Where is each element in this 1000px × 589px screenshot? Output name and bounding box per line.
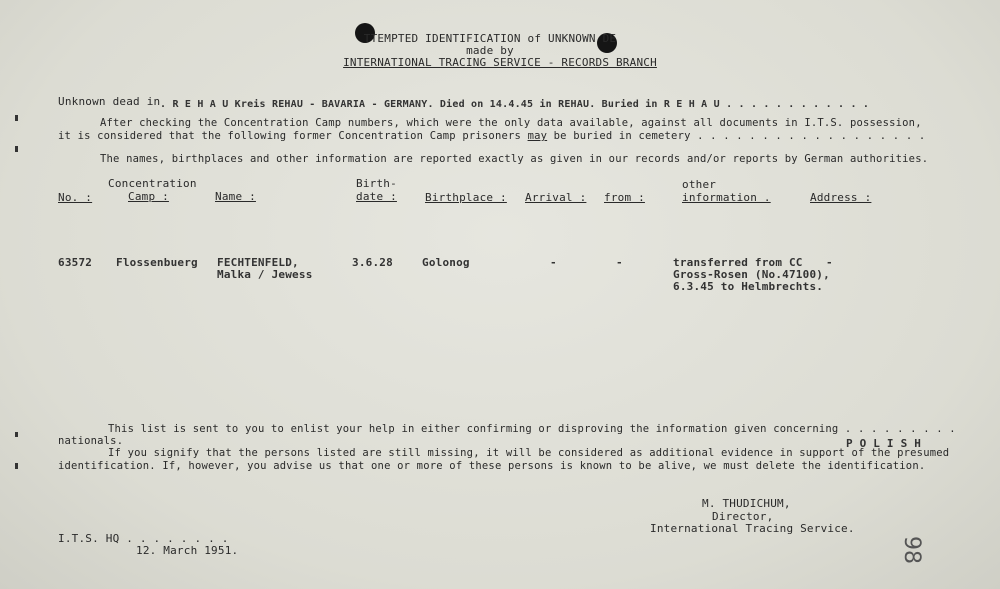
- cell-arrival: -: [550, 256, 557, 269]
- header-title: TTEMPTED IDENTIFICATION of UNKNOWN DE: [363, 32, 617, 45]
- closing-line-1: This list is sent to you to enlist your help in either confirming or disproving the information given concerning . . . . . . . . .: [108, 423, 956, 435]
- unknown-dead-location: . R E H A U Kreis REHAU - BAVARIA - GERMANY. Died on 14.4.45 in REHAU. Buried in R E H A U . . . . . . . . . . . .: [160, 99, 870, 110]
- col-header-other: information .: [682, 191, 771, 204]
- intro-line-1: After checking the Concentration Camp numbers, which were the only data available, against all documents in I.T.S. possession,: [100, 117, 922, 129]
- page-number: 98: [899, 536, 924, 564]
- margin-mark: [15, 115, 18, 121]
- intro-line-2: [58, 130, 925, 143]
- col-header-birthplace: Birthplace :: [425, 191, 507, 204]
- margin-mark: [15, 146, 18, 152]
- signatory-organization: International Tracing Service.: [650, 522, 855, 535]
- document-date: 12. March 1951.: [136, 544, 239, 557]
- header-made-by: made by: [466, 44, 514, 57]
- signatory-title: Director,: [712, 510, 774, 523]
- cell-birthdate: 3.6.28: [352, 256, 393, 269]
- cell-other-line3: 6.3.45 to Helmbrechts.: [673, 280, 824, 293]
- cell-other-line2: Gross-Rosen (No.47100),: [673, 268, 830, 281]
- intro-line-2-b: be buried in cemetery . . . . . . . . . . . . . . . . . .: [547, 130, 926, 142]
- cell-address: -: [826, 256, 833, 269]
- nationality: P O L I S H: [846, 437, 922, 450]
- col-header-address: Address :: [810, 191, 872, 204]
- col-header-birthdate: date :: [356, 190, 397, 203]
- header-other-top: other: [682, 178, 717, 191]
- intro-line-2-a: it is considered that the following former Concentration Camp prisoners: [58, 130, 528, 142]
- cell-no: 63572: [58, 256, 93, 269]
- intro-line-2-may: may: [527, 130, 548, 142]
- closing-line-4: identification. If, however, you advise us that one or more of these persons is known to be alive, we must delete the identification.: [58, 460, 926, 472]
- col-header-from: from :: [604, 191, 645, 204]
- unknown-dead-label: Unknown dead in: [58, 95, 161, 108]
- col-header-camp: Camp :: [128, 190, 169, 203]
- cell-camp: Flossenbuerg: [116, 256, 198, 269]
- cell-from: -: [616, 256, 623, 269]
- closing-line-2: nationals.: [58, 435, 124, 447]
- header-organization: INTERNATIONAL TRACING SERVICE - RECORDS BRANCH: [343, 56, 657, 69]
- header-camp-top: Concentration: [108, 177, 197, 190]
- margin-mark: [15, 432, 18, 437]
- signatory-name: M. THUDICHUM,: [702, 497, 791, 510]
- margin-mark: [15, 463, 18, 469]
- col-header-arrival: Arrival :: [525, 191, 587, 204]
- cell-name-line1: FECHTENFELD,: [217, 256, 299, 269]
- header-birth-top: Birth-: [356, 177, 397, 190]
- data-source-note: The names, birthplaces and other information are reported exactly as given in our records and/or reports by German authorities.: [100, 153, 929, 165]
- office-reference: I.T.S. HQ . . . . . . . .: [58, 532, 229, 545]
- col-header-no: No. :: [58, 191, 93, 204]
- closing-line-3: If you signify that the persons listed are still missing, it will be considered as additional evidence in support of the presumed: [108, 447, 950, 459]
- cell-other-line1: transferred from CC: [673, 256, 803, 269]
- cell-name-line2: Malka / Jewess: [217, 268, 313, 281]
- col-header-name: Name :: [215, 190, 256, 203]
- cell-birthplace: Golonog: [422, 256, 470, 269]
